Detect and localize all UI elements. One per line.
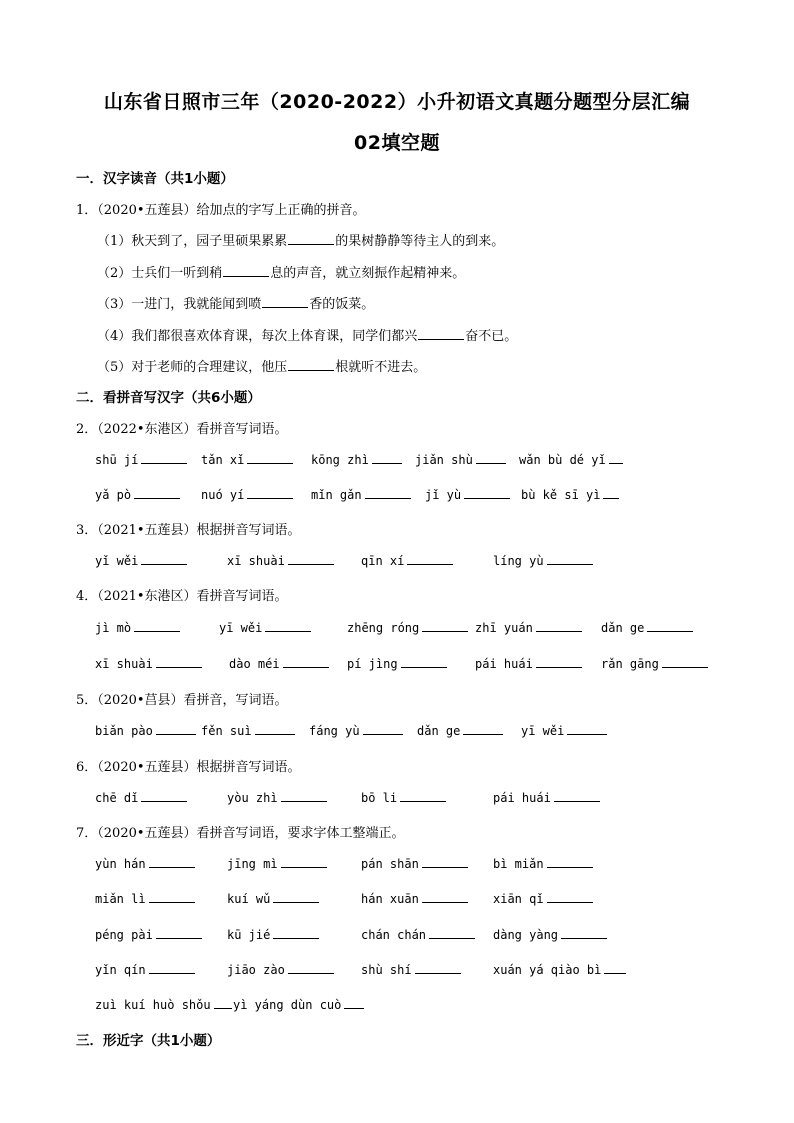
answer-blank[interactable] xyxy=(141,553,187,565)
pinyin-item xyxy=(227,891,319,906)
pinyin-text: pái huái xyxy=(493,791,551,805)
pinyin-item xyxy=(601,656,708,671)
answer-blank[interactable] xyxy=(281,790,327,802)
pinyin-item xyxy=(361,790,446,805)
pinyin-item xyxy=(493,962,626,977)
answer-blank[interactable] xyxy=(149,962,195,974)
q1-item-4-post: 奋不已。 xyxy=(465,329,518,344)
pinyin-item xyxy=(95,553,187,568)
pinyin-item xyxy=(493,553,593,568)
answer-blank[interactable] xyxy=(401,656,447,668)
answer-blank[interactable] xyxy=(214,997,232,1009)
answer-blank[interactable] xyxy=(149,856,195,868)
pinyin-text: dàng yàng xyxy=(493,928,559,942)
pinyin-item xyxy=(227,790,327,805)
pinyin-item xyxy=(347,620,468,635)
pinyin-item xyxy=(519,452,623,467)
q5-row-1 xyxy=(95,723,735,739)
pinyin-text: jīng mì xyxy=(227,857,278,871)
q7-row-4 xyxy=(95,962,735,978)
pinyin-text: dǎn ge xyxy=(417,724,461,738)
q1-item-4-pre: （4）我们都很喜欢体育课，每次上体育课，同学们都兴 xyxy=(97,329,418,344)
pinyin-item xyxy=(95,997,232,1012)
answer-blank[interactable] xyxy=(156,723,196,735)
pinyin-item xyxy=(417,723,503,738)
pinyin-text: shù shí xyxy=(361,963,412,977)
pinyin-item xyxy=(601,620,693,635)
answer-blank[interactable] xyxy=(141,790,187,802)
answer-blank[interactable] xyxy=(464,487,510,499)
question-4-stem: 4．（2021•东港区）看拼音写词语。 xyxy=(76,589,288,604)
pinyin-text: tǎn xǐ xyxy=(201,453,245,467)
answer-blank[interactable] xyxy=(288,232,334,245)
section-heading-2: 二．看拼音写汉字（共6小题） xyxy=(76,390,261,406)
pinyin-text: yī wěi xyxy=(219,621,263,635)
pinyin-item xyxy=(425,487,510,502)
pinyin-text: dào méi xyxy=(229,657,280,671)
pinyin-text: dǎn ge xyxy=(601,621,645,635)
pinyin-item xyxy=(95,891,195,906)
pinyin-item xyxy=(361,553,453,568)
pinyin-text: yǎ pò xyxy=(95,488,132,502)
pinyin-text: zhēng róng xyxy=(347,621,420,635)
pinyin-item xyxy=(95,962,195,977)
pinyin-text: nuó yí xyxy=(201,488,245,502)
answer-blank[interactable] xyxy=(554,790,600,802)
pinyin-item xyxy=(311,452,402,467)
answer-blank[interactable] xyxy=(265,620,311,632)
answer-blank[interactable] xyxy=(262,295,308,308)
pinyin-text: miǎn lì xyxy=(95,892,146,906)
answer-blank[interactable] xyxy=(156,656,202,668)
pinyin-text: kuí wǔ xyxy=(227,892,271,906)
q7-row-2 xyxy=(95,891,735,907)
pinyin-text: fěn suì xyxy=(201,724,252,738)
pinyin-text: pán shān xyxy=(361,857,419,871)
answer-blank[interactable] xyxy=(603,487,619,499)
pinyin-text: chē dǐ xyxy=(95,791,139,805)
q1-item-3-pre: （3）一进门，我就能闻到喷 xyxy=(97,297,262,312)
pinyin-item xyxy=(521,487,619,502)
pinyin-text: hán xuān xyxy=(361,892,419,906)
pinyin-item xyxy=(493,927,607,942)
q1-item-3-post: 香的饭菜。 xyxy=(309,297,375,312)
answer-blank[interactable] xyxy=(255,723,295,735)
pinyin-text: kū jié xyxy=(227,928,271,942)
pinyin-text: wǎn bù dé yǐ xyxy=(519,453,606,467)
pinyin-text: péng pài xyxy=(95,928,153,942)
pinyin-item xyxy=(415,452,506,467)
answer-blank[interactable] xyxy=(476,452,506,464)
answer-blank[interactable] xyxy=(247,487,293,499)
answer-blank[interactable] xyxy=(288,358,334,371)
answer-blank[interactable] xyxy=(281,856,327,868)
answer-blank[interactable] xyxy=(283,656,329,668)
pinyin-item xyxy=(201,452,293,467)
answer-blank[interactable] xyxy=(223,264,269,277)
doc-subtitle: 02填空题 xyxy=(354,132,440,154)
pinyin-text: yī wěi xyxy=(521,724,565,738)
pinyin-item xyxy=(95,856,195,871)
answer-blank[interactable] xyxy=(662,656,708,668)
pinyin-item xyxy=(493,790,600,805)
pinyin-text: shū jí xyxy=(95,453,139,467)
pinyin-item xyxy=(347,656,447,671)
question-5-stem: 5．（2020•莒县）看拼音，写词语。 xyxy=(76,693,288,708)
pinyin-item xyxy=(521,723,607,738)
answer-blank[interactable] xyxy=(273,891,319,903)
q6-row-1 xyxy=(95,790,735,806)
answer-blank[interactable] xyxy=(134,620,180,632)
question-2-stem: 2．（2022•东港区）看拼音写词语。 xyxy=(76,422,288,437)
pinyin-item xyxy=(227,927,319,942)
answer-blank[interactable] xyxy=(344,997,364,1009)
section-heading-1: 一．汉字读音（共1小题） xyxy=(76,171,234,187)
pinyin-item xyxy=(95,656,202,671)
pinyin-item xyxy=(233,997,364,1012)
pinyin-text: chán chán xyxy=(361,928,427,942)
answer-blank[interactable] xyxy=(422,891,468,903)
answer-blank[interactable] xyxy=(463,723,503,735)
pinyin-item xyxy=(227,553,334,568)
q1-item-5 xyxy=(97,356,426,375)
q3-row-1 xyxy=(95,553,735,569)
pinyin-text: bō li xyxy=(361,791,398,805)
pinyin-text: qīn xí xyxy=(361,554,405,568)
answer-blank[interactable] xyxy=(536,620,582,632)
pinyin-item xyxy=(361,891,468,906)
q1-item-5-post: 根就听不进去。 xyxy=(335,360,427,375)
q1-item-1 xyxy=(97,230,504,249)
pinyin-item xyxy=(361,962,461,977)
pinyin-item xyxy=(475,620,582,635)
pinyin-item xyxy=(95,790,187,805)
pinyin-item xyxy=(95,723,196,738)
q1-item-5-pre: （5）对于老师的合理建议，他压 xyxy=(97,360,288,375)
pinyin-item xyxy=(229,656,329,671)
q1-item-2 xyxy=(97,262,465,281)
pinyin-text: jiāo zào xyxy=(227,963,285,977)
pinyin-text: líng yù xyxy=(493,554,544,568)
pinyin-text: biǎn pào xyxy=(95,724,153,738)
q2-row-2 xyxy=(95,487,735,503)
pinyin-text: yǐ wěi xyxy=(95,554,139,568)
answer-blank[interactable] xyxy=(547,856,593,868)
pinyin-text: jì mò xyxy=(95,621,132,635)
answer-blank[interactable] xyxy=(604,962,626,974)
pinyin-text: pái huái xyxy=(475,657,533,671)
q7-row-5 xyxy=(95,997,735,1013)
pinyin-item xyxy=(311,487,411,502)
pinyin-text: xī shuài xyxy=(227,554,285,568)
q1-item-4 xyxy=(97,325,517,344)
pinyin-text: yǐn qín xyxy=(95,963,146,977)
pinyin-item xyxy=(95,620,180,635)
answer-blank[interactable] xyxy=(273,927,319,939)
q1-item-1-pre: （1）秋天到了，园子里硕果累累 xyxy=(97,234,288,249)
pinyin-text: zhī yuán xyxy=(475,621,533,635)
answer-blank[interactable] xyxy=(547,891,593,903)
pinyin-text: xuán yá qiào bì xyxy=(493,963,602,977)
pinyin-item xyxy=(493,856,593,871)
pinyin-item xyxy=(201,487,293,502)
pinyin-item xyxy=(227,856,327,871)
question-3-stem: 3．（2021•五莲县）根据拼音写词语。 xyxy=(76,523,301,538)
pinyin-text: pí jìng xyxy=(347,657,398,671)
answer-blank[interactable] xyxy=(141,452,187,464)
q4-row-1 xyxy=(95,620,735,636)
q1-item-2-post: 息的声音，就立刻振作起精神来。 xyxy=(270,266,466,281)
answer-blank[interactable] xyxy=(429,927,475,939)
pinyin-item xyxy=(361,856,468,871)
answer-blank[interactable] xyxy=(609,452,623,464)
pinyin-text: xiān qǐ xyxy=(493,892,544,906)
q1-item-2-pre: （2）士兵们一听到稍 xyxy=(97,266,223,281)
answer-blank[interactable] xyxy=(365,487,411,499)
answer-blank[interactable] xyxy=(149,891,195,903)
q7-row-3 xyxy=(95,927,735,943)
pinyin-text: zuì kuí huò shǒu xyxy=(95,998,211,1012)
answer-blank[interactable] xyxy=(415,962,461,974)
pinyin-text: fáng yù xyxy=(309,724,360,738)
pinyin-text: yùn hán xyxy=(95,857,146,871)
pinyin-item xyxy=(95,452,187,467)
answer-blank[interactable] xyxy=(134,487,180,499)
pinyin-text: kōng zhì xyxy=(311,453,369,467)
q4-row-2 xyxy=(95,656,735,672)
answer-blank[interactable] xyxy=(372,452,402,464)
pinyin-item xyxy=(361,927,475,942)
answer-blank[interactable] xyxy=(422,620,468,632)
pinyin-text: jiǎn shù xyxy=(415,453,473,467)
q7-row-1 xyxy=(95,856,735,872)
question-7-stem: 7．（2020•五莲县）看拼音写词语，要求字体工整端正。 xyxy=(76,826,405,841)
pinyin-item xyxy=(201,723,295,738)
pinyin-text: bì miǎn xyxy=(493,857,544,871)
pinyin-item xyxy=(493,891,593,906)
pinyin-text: yòu zhì xyxy=(227,791,278,805)
pinyin-item xyxy=(475,656,582,671)
pinyin-item xyxy=(309,723,403,738)
pinyin-text: xī shuài xyxy=(95,657,153,671)
q1-item-3 xyxy=(97,293,374,312)
answer-blank[interactable] xyxy=(156,927,202,939)
answer-blank[interactable] xyxy=(288,553,334,565)
pinyin-text: mǐn gǎn xyxy=(311,488,362,502)
answer-blank[interactable] xyxy=(567,723,607,735)
answer-blank[interactable] xyxy=(288,962,334,974)
answer-blank[interactable] xyxy=(363,723,403,735)
answer-blank[interactable] xyxy=(536,656,582,668)
answer-blank[interactable] xyxy=(422,856,468,868)
question-1-stem: 1．（2020•五莲县）给加点的字写上正确的拼音。 xyxy=(76,203,366,218)
question-6-stem: 6．（2020•五莲县）根据拼音写词语。 xyxy=(76,760,301,775)
section-heading-3: 三．形近字（共1小题） xyxy=(76,1033,221,1049)
pinyin-text: bù kě sī yì xyxy=(521,488,601,502)
answer-blank[interactable] xyxy=(547,553,593,565)
pinyin-item xyxy=(227,962,334,977)
answer-blank[interactable] xyxy=(407,553,453,565)
pinyin-item xyxy=(95,487,180,502)
answer-blank[interactable] xyxy=(647,620,693,632)
pinyin-text: jǐ yù xyxy=(425,488,462,502)
pinyin-text: yì yáng dùn cuò xyxy=(233,998,342,1012)
pinyin-item xyxy=(95,927,202,942)
q1-item-1-post: 的果树静静等待主人的到来。 xyxy=(335,234,505,249)
answer-blank[interactable] xyxy=(561,927,607,939)
q2-row-1 xyxy=(95,452,735,468)
pinyin-text: rǎn gāng xyxy=(601,657,659,671)
doc-title: 山东省日照市三年（2020-2022）小升初语文真题分题型分层汇编 xyxy=(103,91,691,113)
pinyin-item xyxy=(219,620,311,635)
answer-blank[interactable] xyxy=(247,452,293,464)
answer-blank[interactable] xyxy=(418,327,464,340)
answer-blank[interactable] xyxy=(400,790,446,802)
